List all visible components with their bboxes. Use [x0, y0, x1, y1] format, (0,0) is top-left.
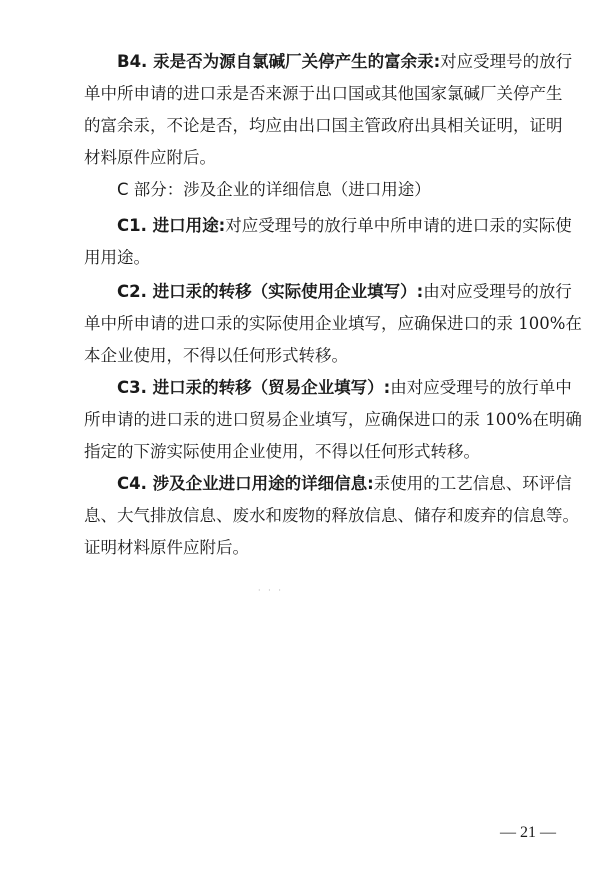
c4-line-2: 息、大气排放信息、废水和废物的释放信息、储存和废弃的信息等。	[84, 506, 579, 525]
c1-line-2: 用用途。	[84, 248, 150, 267]
c3-line-1	[84, 372, 572, 404]
c4-line-3: 证明材料原件应附后。	[84, 538, 249, 557]
paragraph-c1	[84, 210, 572, 274]
b4-line-1-text: 对应受理号的放行	[440, 52, 573, 71]
c1-line-1	[84, 210, 572, 242]
paragraph-c4	[84, 468, 579, 564]
c2-title: C2. 进口汞的转移（实际使用企业填写）:	[117, 282, 424, 301]
paragraph-c2	[84, 276, 582, 372]
c3-title: C3. 进口汞的转移（贸易企业填写）:	[117, 378, 391, 397]
c3-line-1-text: 由对应受理号的放行单中	[390, 378, 572, 397]
b4-line-4: 材料原件应附后。	[84, 148, 216, 167]
section-c-heading: C 部分：涉及企业的详细信息（进口用途）	[117, 180, 431, 199]
c3-line-2: 所申请的进口汞的进口贸易企业填写，应确保进口的汞 100%在明确	[84, 410, 582, 429]
c2-line-1-text: 由对应受理号的放行	[423, 282, 572, 301]
c2-line-3: 本企业使用，不得以任何形式转移。	[84, 346, 348, 365]
b4-line-1	[84, 46, 573, 78]
c3-line-3: 指定的下游实际使用企业使用，不得以任何形式转移。	[84, 442, 480, 461]
c2-line-2: 单中所申请的进口汞的实际使用企业填写，应确保进口的汞 100%在	[84, 314, 582, 333]
paragraph-c3	[84, 372, 582, 468]
c2-line-1	[84, 276, 572, 308]
scan-specks: · · ·	[258, 586, 281, 595]
c1-line-1-text: 对应受理号的放行单中所申请的进口汞的实际使	[225, 216, 572, 235]
c4-title: C4. 涉及企业进口用途的详细信息:	[117, 474, 374, 493]
c1-title: C1. 进口用途:	[117, 216, 226, 235]
b4-line-2: 单中所申请的进口汞是否来源于出口国或其他国家氯碱厂关停产生	[84, 84, 563, 103]
b4-line-3: 的富余汞，不论是否，均应由出口国主管政府出具相关证明，证明	[84, 116, 563, 135]
c4-line-1-text: 汞使用的工艺信息、环评信	[373, 474, 572, 493]
page-number: — 21 —	[500, 824, 556, 841]
b4-title: B4. 汞是否为源自氯碱厂关停产生的富余汞:	[117, 52, 441, 71]
paragraph-b4	[84, 46, 573, 174]
c4-line-1	[84, 468, 572, 500]
